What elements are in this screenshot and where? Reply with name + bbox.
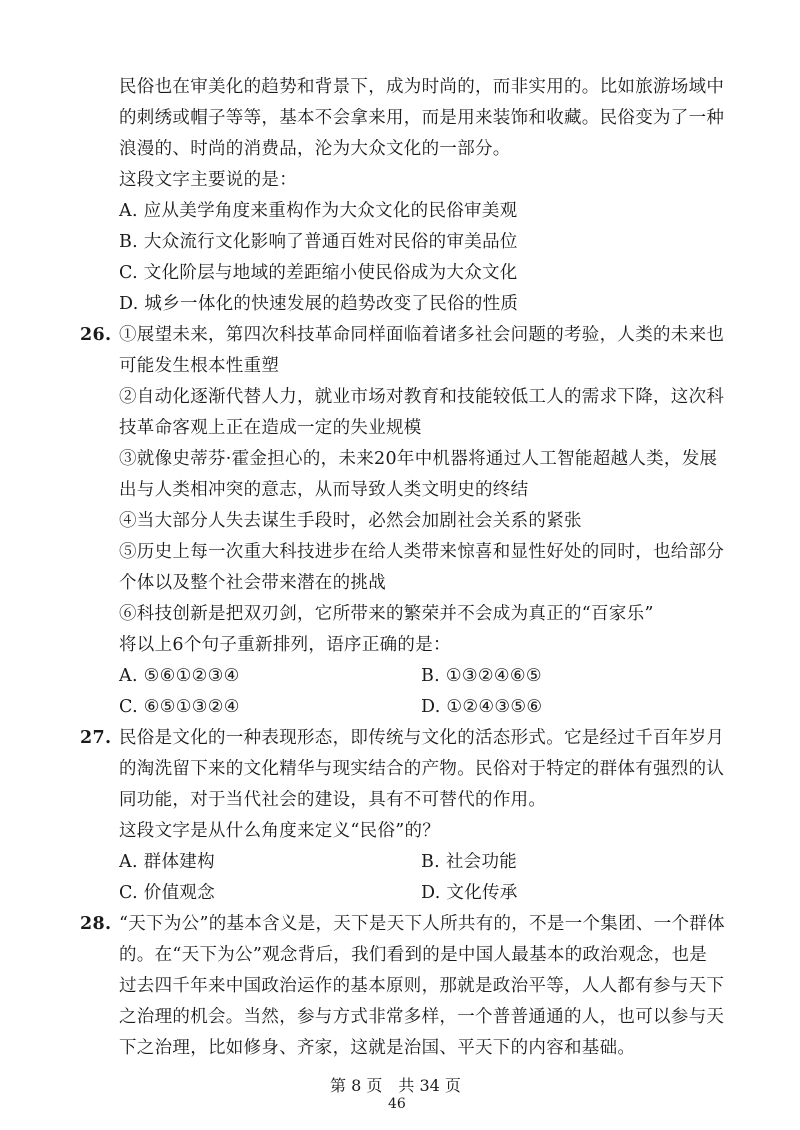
q27-number: 27. <box>80 728 112 748</box>
q26-sentence-line-9: 个体以及整个社会带来潜在的挑战 <box>119 573 386 593</box>
q26-question: 将以上6个句子重新排列，语序正确的是： <box>119 635 451 655</box>
q28-passage-line-5: 下之治理，比如修身、齐家，这就是治国、平天下的内容和基础。 <box>119 1038 636 1058</box>
q28-passage-line-1: “天下为公”的基本含义是，天下是天下人所共有的，不是一个集团、一个群体 <box>119 914 725 934</box>
q25-passage-line-1: 民俗也在审美化的趋势和背景下，成为时尚的，而非实用的。比如旅游场域中 <box>119 77 725 97</box>
q27-option-d: D. 文化传承 <box>421 883 518 903</box>
q28-number: 28. <box>80 914 112 934</box>
q27-option-b: B. 社会功能 <box>421 852 518 872</box>
q26-option-b: B. ①③②④⑥⑤ <box>421 666 542 686</box>
q26-sentence-line-4: 技革命客观上正在造成一定的失业规模 <box>119 418 422 438</box>
q26-option-d: D. ①②④③⑤⑥ <box>421 697 543 717</box>
q28-passage-line-3: 过去四千年来中国政治运作的基本原则，那就是政治平等，人人都有参与天下 <box>119 976 725 996</box>
q26-option-c: C. ⑥⑤①③②④ <box>119 697 240 717</box>
q25-option-d: D. 城乡一体化的快速发展的趋势改变了民俗的性质 <box>119 294 519 314</box>
q25-passage-line-2: 的刺绣或帽子等等，基本不会拿来用，而是用来装饰和收藏。民俗变为了一种 <box>119 108 725 128</box>
q26-option-a: A. ⑤⑥①②③④ <box>119 666 240 686</box>
page-label: 第 8 页 共 34 页 <box>330 1076 461 1095</box>
page-number: 46 <box>388 1096 406 1112</box>
q25-question: 这段文字主要说的是： <box>119 170 297 190</box>
q26-sentence-line-10: ⑥科技创新是把双刃剑，它所带来的繁荣并不会成为真正的“百家乐” <box>119 604 654 624</box>
q27-passage-line-1: 民俗是文化的一种表现形态，即传统与文化的活态形式。它是经过千百年岁月 <box>119 728 725 748</box>
q26-number: 26. <box>80 325 112 345</box>
q25-option-a: A. 应从美学角度来重构作为大众文化的民俗审美观 <box>119 201 518 221</box>
q26-sentence-line-2: 可能发生根本性重塑 <box>119 356 280 376</box>
q25-option-b: B. 大众流行文化影响了普通百姓对民俗的审美品位 <box>119 232 518 252</box>
q28-passage-line-4: 之治理的机会。当然，参与方式非常多样，一个普普通通的人，也可以参与天 <box>119 1007 725 1027</box>
q27-option-a: A. 群体建构 <box>119 852 215 872</box>
q26-sentence-line-8: ⑤历史上每一次重大科技进步在给人类带来惊喜和显性好处的同时，也给部分 <box>119 542 725 562</box>
q26-sentence-line-7: ④当大部分人失去谋生手段时，必然会加剧社会关系的紧张 <box>119 511 582 531</box>
q28-passage-line-2: 的。在“天下为公”观念背后，我们看到的是中国人最基本的政治观念，也是 <box>119 945 708 965</box>
q27-option-c: C. 价值观念 <box>119 883 215 903</box>
q27-passage-line-3: 同功能，对于当代社会的建设，具有不可替代的作用。 <box>119 790 547 810</box>
q26-sentence-line-1: ①展望未来，第四次科技革命同样面临着诸多社会问题的考验，人类的未来也 <box>119 325 725 345</box>
q27-question: 这段文字是从什么角度来定义“民俗”的？ <box>119 821 441 841</box>
q27-passage-line-2: 的淘洗留下来的文化精华与现实结合的产物。民俗对于特定的群体有强烈的认 <box>119 759 725 779</box>
q26-sentence-line-3: ②自动化逐渐代替人力，就业市场对教育和技能较低工人的需求下降，这次科 <box>119 387 725 407</box>
q26-sentence-line-5: ③就像史蒂芬·霍金担心的，未来20年中机器将通过人工智能超越人类，发展 <box>119 449 718 469</box>
q25-option-c: C. 文化阶层与地域的差距缩小使民俗成为大众文化 <box>119 263 518 283</box>
q25-passage-line-3: 浪漫的、时尚的消费品，沦为大众文化的一部分。 <box>119 139 511 159</box>
q26-sentence-line-6: 出与人类相冲突的意志，从而导致人类文明史的终结 <box>119 480 529 500</box>
